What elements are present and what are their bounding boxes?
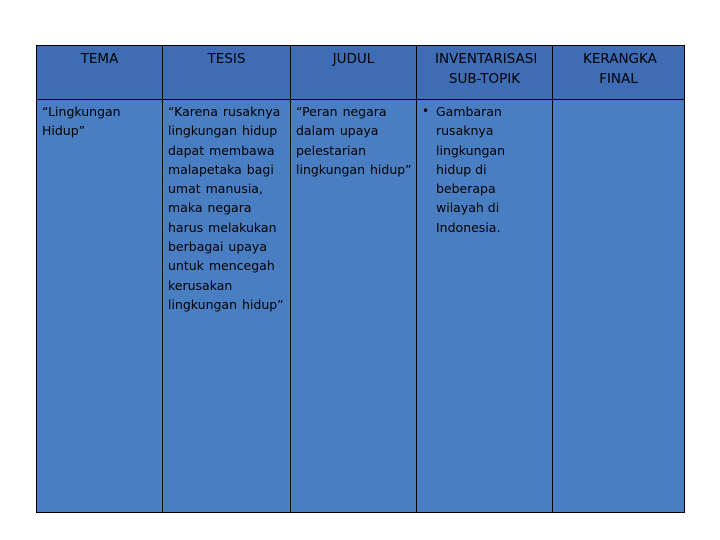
header-row — [37, 46, 685, 100]
cell-tesis — [163, 100, 291, 513]
tesis-text: “Karena rusaknya lingkungan hidup dapat membawa malapetaka bagi umat manusia, maka negara harus melakukan berbagai upaya untuk mencegah kerusakan lingkungan hidup” — [168, 104, 284, 312]
header-inventarisasi-label: INVENTARISASI SUB-TOPIK — [435, 51, 538, 87]
cell-inventarisasi — [417, 100, 553, 513]
table-row — [37, 100, 685, 513]
topic-table — [36, 45, 685, 513]
header-kerangka-final-label: KERANGKA FINAL — [583, 51, 657, 87]
header-inventarisasi — [417, 46, 553, 100]
tema-text: “Lingkungan Hidup” — [42, 104, 121, 139]
cell-judul — [291, 100, 417, 513]
bullet-list-item — [422, 102, 548, 237]
cell-kerangka-final — [553, 100, 685, 513]
inventarisasi-text: Gambaran rusaknya lingkungan hidup di beberapa wilayah di Indonesia. — [436, 104, 506, 235]
header-tema: TEMA — [37, 46, 163, 100]
judul-text: “Peran negara dalam upaya pelestarian lingkungan hidup” — [296, 104, 412, 177]
bullet-icon: • — [422, 104, 430, 118]
cell-tema — [37, 100, 163, 513]
header-tesis: TESIS — [163, 46, 291, 100]
header-kerangka-final — [553, 46, 685, 100]
header-judul: JUDUL — [291, 46, 417, 100]
